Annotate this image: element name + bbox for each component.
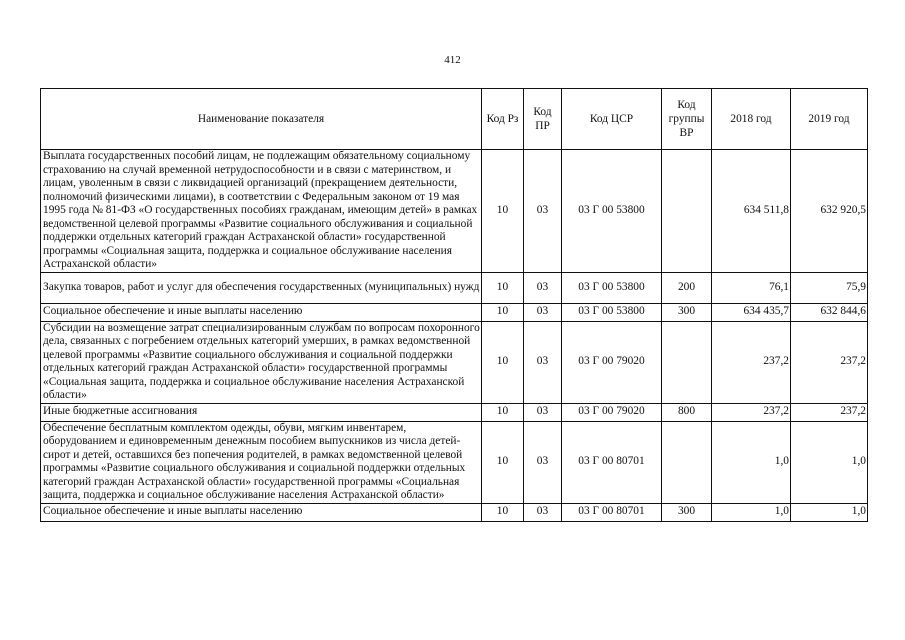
row-csr: 03 Г 00 53800 (562, 303, 662, 321)
row-2019: 237,2 (791, 321, 868, 403)
row-name: Обеспечение бесплатным комплектом одежды, обуви, мягким инвентарем, оборудованием и единовременным денежным пособием выпускников из числа детей-сирот и детей, оставшихся без попечения родителей, в рамках ведомственной целевой программы «Развитие социального обслуживания и социальной поддержки отдельных категорий граждан Астраханской области» государственной программы «Социальная защита, поддержка и социальное обслуживание населения Астраханской области» (41, 421, 482, 503)
budget-table (40, 88, 868, 522)
row-csr: 03 Г 00 53800 (562, 272, 662, 303)
row-name: Выплата государственных пособий лицам, не подлежащим обязательному социальному страхованию на случай временной нетрудоспособности и в связи с материнством, и лицам, уволенным в связи с ликвидацией организаций (прекращением деятельности, полномочий физическими лицами), в соответствии с Федеральным законом от 19 мая 1995 года № 81-ФЗ «О государственных пособиях гражданам, имеющим детей» в рамках ведомственной целевой программы «Развитие социального обслуживания и социальной поддержки отдельных категорий граждан Астраханской области» государственной программы «Социальная защита, поддержка и социальное обслуживание населения Астраханской области» (41, 150, 482, 273)
row-2019: 1,0 (791, 503, 868, 521)
row-name: Социальное обеспечение и иные выплаты населению (41, 503, 482, 521)
row-pr: 03 (524, 421, 562, 503)
row-2019: 75,9 (791, 272, 868, 303)
table-row (41, 403, 868, 421)
header-rz: Код Рз (482, 89, 524, 150)
row-2019: 632 844,6 (791, 303, 868, 321)
row-name: Иные бюджетные ассигнования (41, 403, 482, 421)
header-vr: Код группы ВР (662, 89, 712, 150)
header-pr: Код ПР (524, 89, 562, 150)
table-header (41, 89, 868, 150)
row-2018: 1,0 (712, 503, 791, 521)
header-2019: 2019 год (791, 89, 868, 150)
table-row (41, 503, 868, 521)
row-rz: 10 (482, 272, 524, 303)
row-csr: 03 Г 00 80701 (562, 421, 662, 503)
row-vr: 800 (662, 403, 712, 421)
row-rz: 10 (482, 321, 524, 403)
table-row (41, 150, 868, 273)
table-row (41, 303, 868, 321)
header-2018: 2018 год (712, 89, 791, 150)
row-2018: 76,1 (712, 272, 791, 303)
row-pr: 03 (524, 272, 562, 303)
row-name: Субсидии на возмещение затрат специализированным службам по вопросам похоронного дела, связанных с погребением отдельных категорий умерших, в рамках ведомственной целевой программы «Развитие социального обслуживания и социальной поддержки отдельных категорий граждан Астраханской области» государственной программы «Социальная защита, поддержка и социальное обслуживание населения Астраханской области» (41, 321, 482, 403)
table-row (41, 321, 868, 403)
row-csr: 03 Г 00 80701 (562, 503, 662, 521)
row-2019: 632 920,5 (791, 150, 868, 273)
row-vr: 300 (662, 503, 712, 521)
row-pr: 03 (524, 503, 562, 521)
row-rz: 10 (482, 150, 524, 273)
row-pr: 03 (524, 321, 562, 403)
row-pr: 03 (524, 150, 562, 273)
table-row (41, 421, 868, 503)
row-csr: 03 Г 00 79020 (562, 321, 662, 403)
row-rz: 10 (482, 503, 524, 521)
row-vr (662, 421, 712, 503)
row-vr: 200 (662, 272, 712, 303)
row-vr (662, 150, 712, 273)
table-row (41, 272, 868, 303)
row-csr: 03 Г 00 53800 (562, 150, 662, 273)
row-pr: 03 (524, 303, 562, 321)
row-2018: 634 435,7 (712, 303, 791, 321)
row-2019: 1,0 (791, 421, 868, 503)
row-name: Социальное обеспечение и иные выплаты населению (41, 303, 482, 321)
row-2019: 237,2 (791, 403, 868, 421)
row-rz: 10 (482, 303, 524, 321)
row-2018: 237,2 (712, 403, 791, 421)
row-pr: 03 (524, 403, 562, 421)
row-csr: 03 Г 00 79020 (562, 403, 662, 421)
header-csr: Код ЦСР (562, 89, 662, 150)
row-2018: 1,0 (712, 421, 791, 503)
row-rz: 10 (482, 403, 524, 421)
page-number: 412 (444, 54, 461, 66)
row-2018: 634 511,8 (712, 150, 791, 273)
row-vr: 300 (662, 303, 712, 321)
row-vr (662, 321, 712, 403)
row-name: Закупка товаров, работ и услуг для обеспечения государственных (муниципальных) нужд (41, 272, 482, 303)
header-name: Наименование показателя (41, 89, 482, 150)
row-2018: 237,2 (712, 321, 791, 403)
row-rz: 10 (482, 421, 524, 503)
